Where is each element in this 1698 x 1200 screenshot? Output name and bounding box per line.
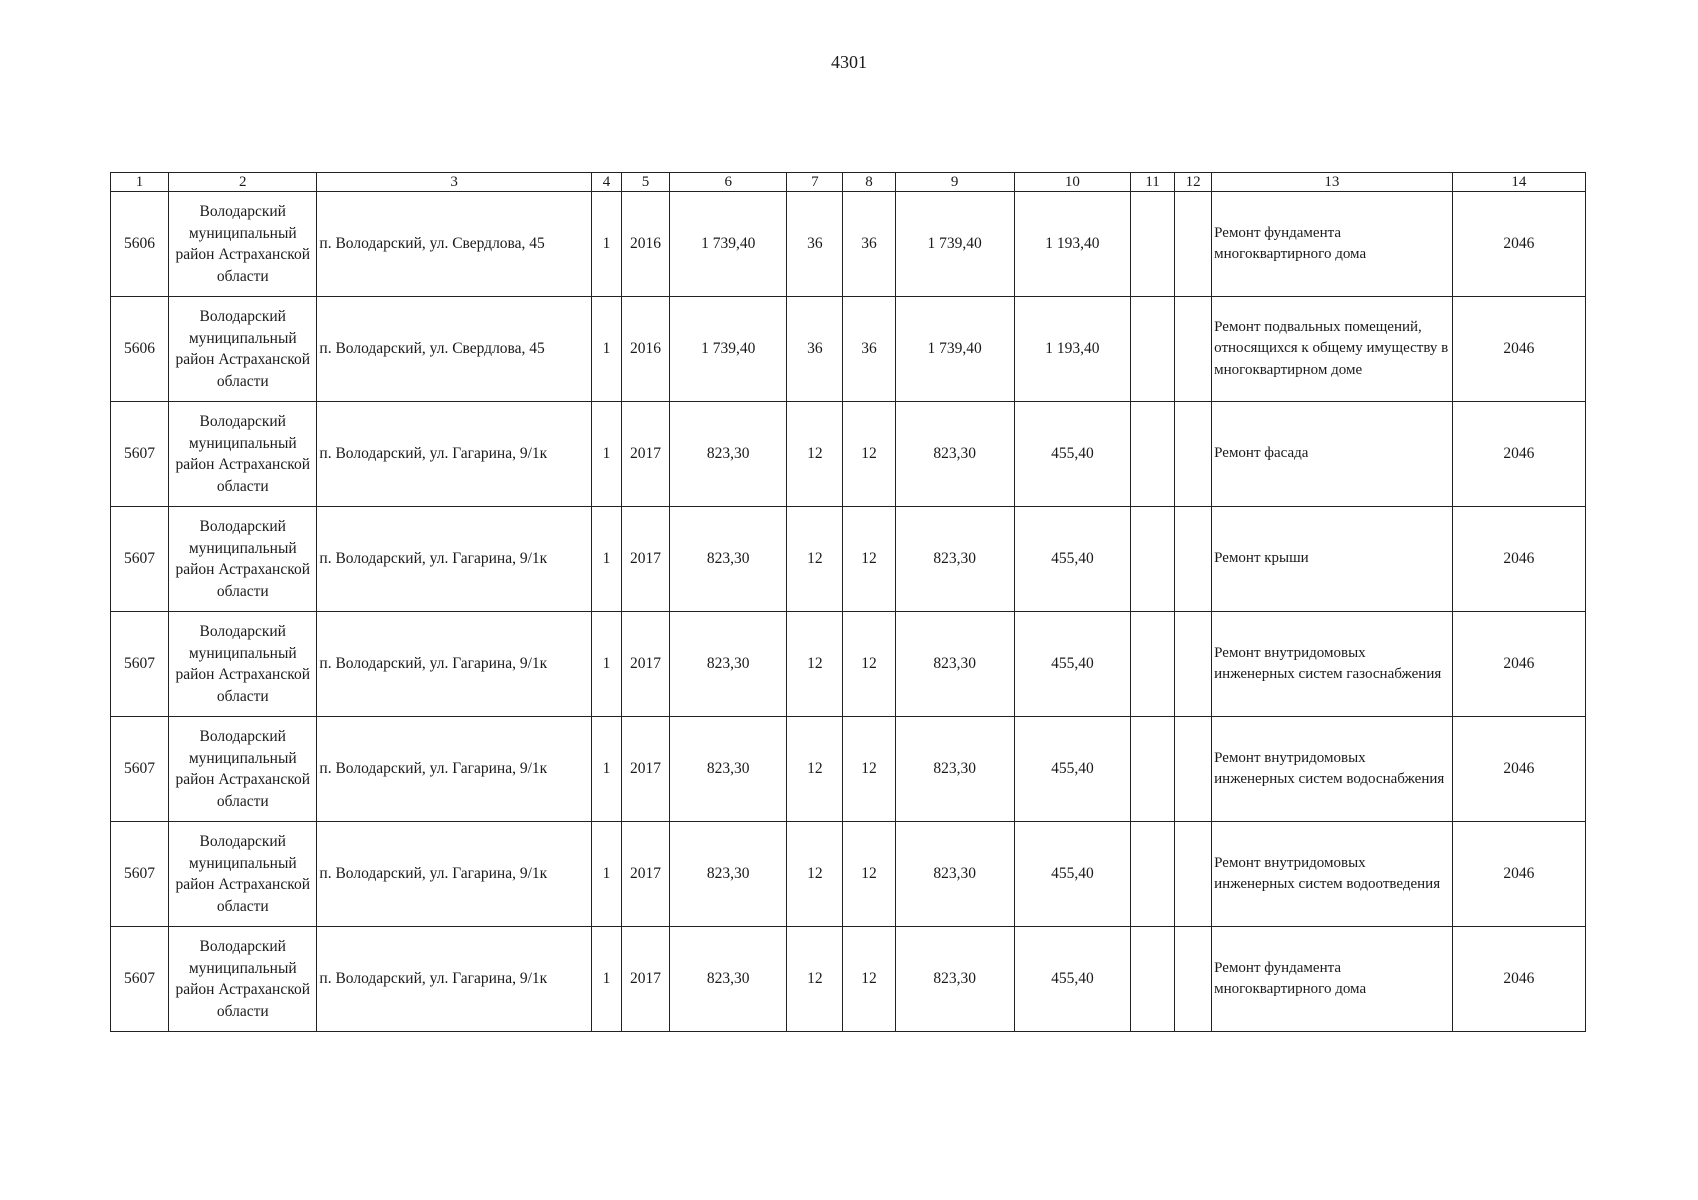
row-id: 5607: [111, 822, 169, 927]
column-header: 10: [1014, 173, 1130, 192]
row-id: 5607: [111, 612, 169, 717]
municipality-cell: Володарский муниципальный район Астраханской области: [169, 507, 317, 612]
cell-col11: [1131, 402, 1175, 507]
row-id: 5606: [111, 192, 169, 297]
cell-col12: [1175, 822, 1212, 927]
cell-col9: 823,30: [895, 612, 1014, 717]
work-type-cell: Ремонт фундамента многоквартирного дома: [1212, 927, 1452, 1032]
cell-col14: 2046: [1452, 822, 1585, 927]
cell-col12: [1175, 612, 1212, 717]
work-type-cell: Ремонт фундамента многоквартирного дома: [1212, 192, 1452, 297]
address-cell: п. Володарский, ул. Свердлова, 45: [317, 297, 592, 402]
column-header: 3: [317, 173, 592, 192]
cell-col6: 823,30: [670, 402, 787, 507]
cell-col8: 12: [843, 507, 895, 612]
column-header: 8: [843, 173, 895, 192]
cell-col9: 1 739,40: [895, 192, 1014, 297]
column-header: 11: [1131, 173, 1175, 192]
cell-col6: 1 739,40: [670, 192, 787, 297]
cell-col8: 12: [843, 402, 895, 507]
cell-col14: 2046: [1452, 612, 1585, 717]
cell-col4: 1: [591, 717, 621, 822]
cell-col9: 823,30: [895, 927, 1014, 1032]
year-cell: 2017: [622, 717, 670, 822]
cell-col12: [1175, 507, 1212, 612]
cell-col8: 36: [843, 192, 895, 297]
column-header: 14: [1452, 173, 1585, 192]
address-cell: п. Володарский, ул. Гагарина, 9/1к: [317, 612, 592, 717]
column-header: 12: [1175, 173, 1212, 192]
cell-col7: 12: [787, 402, 843, 507]
row-id: 5607: [111, 402, 169, 507]
cell-col6: 1 739,40: [670, 297, 787, 402]
table-row: [111, 507, 1586, 612]
cell-col14: 2046: [1452, 717, 1585, 822]
cell-col7: 12: [787, 717, 843, 822]
cell-col14: 2046: [1452, 192, 1585, 297]
table-row: [111, 612, 1586, 717]
cell-col12: [1175, 717, 1212, 822]
year-cell: 2016: [622, 192, 670, 297]
municipality-cell: Володарский муниципальный район Астраханской области: [169, 822, 317, 927]
cell-col12: [1175, 192, 1212, 297]
cell-col9: 823,30: [895, 402, 1014, 507]
cell-col6: 823,30: [670, 927, 787, 1032]
row-id: 5607: [111, 507, 169, 612]
cell-col8: 12: [843, 717, 895, 822]
municipality-cell: Володарский муниципальный район Астраханской области: [169, 192, 317, 297]
cell-col7: 12: [787, 612, 843, 717]
column-header: 7: [787, 173, 843, 192]
cell-col8: 12: [843, 612, 895, 717]
cell-col10: 1 193,40: [1014, 192, 1130, 297]
cell-col7: 12: [787, 822, 843, 927]
cell-col11: [1131, 717, 1175, 822]
cell-col4: 1: [591, 927, 621, 1032]
cell-col6: 823,30: [670, 822, 787, 927]
cell-col9: 823,30: [895, 507, 1014, 612]
cell-col12: [1175, 297, 1212, 402]
cell-col6: 823,30: [670, 717, 787, 822]
cell-col7: 36: [787, 192, 843, 297]
municipality-cell: Володарский муниципальный район Астраханской области: [169, 402, 317, 507]
municipality-cell: Володарский муниципальный район Астраханской области: [169, 612, 317, 717]
cell-col14: 2046: [1452, 402, 1585, 507]
cell-col14: 2046: [1452, 297, 1585, 402]
row-id: 5606: [111, 297, 169, 402]
cell-col10: 455,40: [1014, 612, 1130, 717]
cell-col11: [1131, 507, 1175, 612]
column-header: 2: [169, 173, 317, 192]
year-cell: 2017: [622, 507, 670, 612]
address-cell: п. Володарский, ул. Гагарина, 9/1к: [317, 927, 592, 1032]
work-type-cell: Ремонт внутридомовых инженерных систем водоотведения: [1212, 822, 1452, 927]
year-cell: 2017: [622, 822, 670, 927]
cell-col4: 1: [591, 822, 621, 927]
address-cell: п. Володарский, ул. Гагарина, 9/1к: [317, 822, 592, 927]
address-cell: п. Володарский, ул. Свердлова, 45: [317, 192, 592, 297]
cell-col11: [1131, 612, 1175, 717]
row-id: 5607: [111, 717, 169, 822]
work-type-cell: Ремонт крыши: [1212, 507, 1452, 612]
cell-col12: [1175, 927, 1212, 1032]
table-row: [111, 717, 1586, 822]
cell-col9: 823,30: [895, 822, 1014, 927]
cell-col4: 1: [591, 402, 621, 507]
column-header: 13: [1212, 173, 1452, 192]
cell-col9: 823,30: [895, 717, 1014, 822]
cell-col6: 823,30: [670, 612, 787, 717]
cell-col10: 455,40: [1014, 717, 1130, 822]
table-row: [111, 822, 1586, 927]
municipality-cell: Володарский муниципальный район Астраханской области: [169, 927, 317, 1032]
row-id: 5607: [111, 927, 169, 1032]
cell-col8: 36: [843, 297, 895, 402]
column-header: 1: [111, 173, 169, 192]
cell-col10: 455,40: [1014, 927, 1130, 1032]
municipality-cell: Володарский муниципальный район Астраханской области: [169, 297, 317, 402]
table-header-row: [111, 173, 1586, 192]
table-row: [111, 402, 1586, 507]
cell-col10: 455,40: [1014, 402, 1130, 507]
cell-col8: 12: [843, 927, 895, 1032]
year-cell: 2017: [622, 612, 670, 717]
table-row: [111, 192, 1586, 297]
cell-col6: 823,30: [670, 507, 787, 612]
column-header: 5: [622, 173, 670, 192]
column-header: 9: [895, 173, 1014, 192]
cell-col11: [1131, 927, 1175, 1032]
cell-col7: 12: [787, 927, 843, 1032]
municipality-cell: Володарский муниципальный район Астраханской области: [169, 717, 317, 822]
year-cell: 2017: [622, 927, 670, 1032]
table-row: [111, 927, 1586, 1032]
cell-col10: 455,40: [1014, 822, 1130, 927]
year-cell: 2017: [622, 402, 670, 507]
work-type-cell: Ремонт фасада: [1212, 402, 1452, 507]
address-cell: п. Володарский, ул. Гагарина, 9/1к: [317, 402, 592, 507]
cell-col7: 36: [787, 297, 843, 402]
cell-col10: 1 193,40: [1014, 297, 1130, 402]
table-row: [111, 297, 1586, 402]
cell-col4: 1: [591, 297, 621, 402]
work-type-cell: Ремонт внутридомовых инженерных систем водоснабжения: [1212, 717, 1452, 822]
cell-col11: [1131, 822, 1175, 927]
cell-col4: 1: [591, 507, 621, 612]
work-type-cell: Ремонт подвальных помещений, относящихся к общему имуществу в многоквартирном доме: [1212, 297, 1452, 402]
column-header: 4: [591, 173, 621, 192]
cell-col11: [1131, 192, 1175, 297]
page-number: 4301: [831, 52, 867, 72]
column-header: 6: [670, 173, 787, 192]
cell-col10: 455,40: [1014, 507, 1130, 612]
address-cell: п. Володарский, ул. Гагарина, 9/1к: [317, 507, 592, 612]
work-type-cell: Ремонт внутридомовых инженерных систем газоснабжения: [1212, 612, 1452, 717]
cell-col12: [1175, 402, 1212, 507]
address-cell: п. Володарский, ул. Гагарина, 9/1к: [317, 717, 592, 822]
capital-repair-table: [110, 172, 1586, 1032]
year-cell: 2016: [622, 297, 670, 402]
cell-col8: 12: [843, 822, 895, 927]
cell-col4: 1: [591, 612, 621, 717]
cell-col9: 1 739,40: [895, 297, 1014, 402]
cell-col14: 2046: [1452, 927, 1585, 1032]
cell-col14: 2046: [1452, 507, 1585, 612]
cell-col4: 1: [591, 192, 621, 297]
cell-col11: [1131, 297, 1175, 402]
cell-col7: 12: [787, 507, 843, 612]
